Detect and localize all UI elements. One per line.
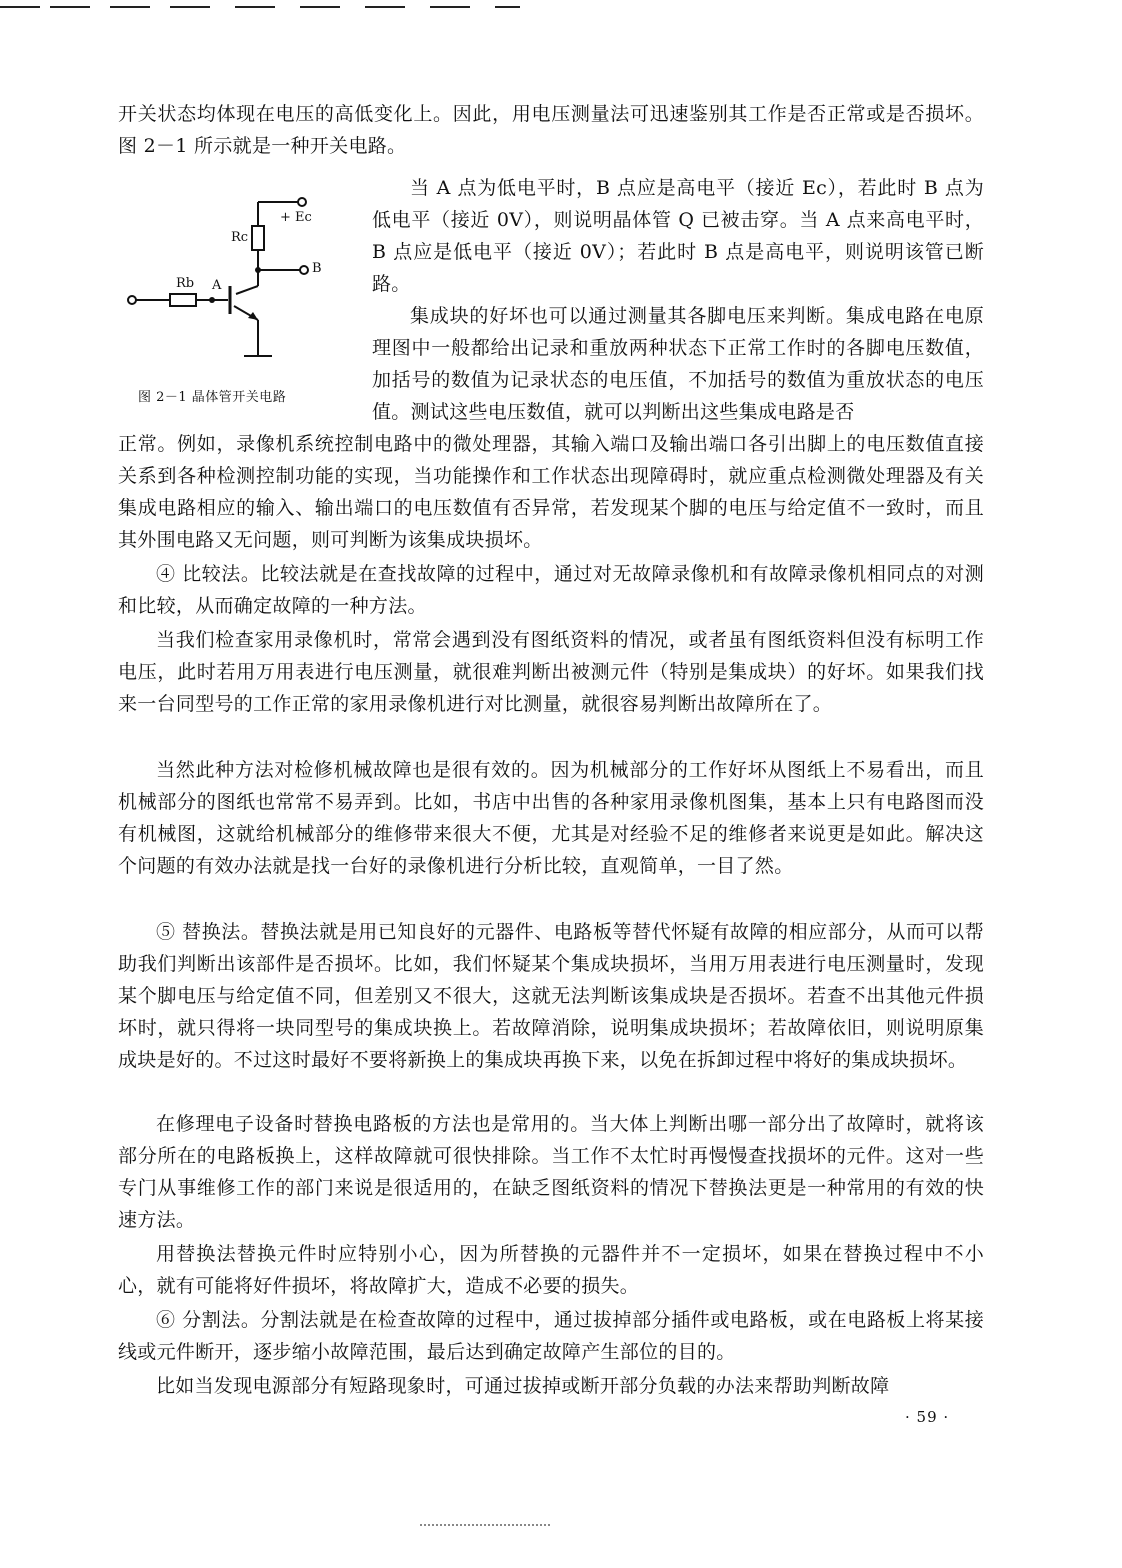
scan-bottom-mark — [420, 1524, 550, 1528]
label-a: A — [212, 278, 222, 293]
paragraph-comparison-method: ④ 比较法。比较法就是在查找故障的过程中，通过对无故障录像机和有故障录像机相同点的对测和比较，从而确定故障的一种方法。 — [118, 563, 984, 617]
label-rb: Rb — [176, 276, 195, 291]
label-rc: Rc — [231, 230, 249, 245]
paragraph-division-method: ⑥ 分割法。分割法就是在检查故障的过程中，通过拔掉部分插件或电路板，或在电路板上将某接线或元件断开，逐步缩小故障范围，最后达到确定故障产生部位的目的。 — [118, 1309, 984, 1363]
circuit-diagram — [118, 190, 358, 380]
paragraph-substitution-caution: 用替换法替换元件时应特别小心，因为所替换的元器件并不一定损坏，如果在替换过程中不小心，就有可能将好件损坏，将故障扩大，造成不必要的损失。 — [118, 1243, 984, 1297]
scan-top-marks — [0, 0, 540, 14]
figure-caption: 图 2－1 晶体管开关电路 — [138, 390, 287, 405]
paragraph-mechanical-faults: 当然此种方法对检修机械故障也是很有效的。因为机械部分的工作好坏从图纸上不易看出，而且机械部分的图纸也常常不易弄到。比如，书店中出售的各种家用录像机图集，基本上只有电路图而没有机械图，这就给机械部分的维修带来很大不便，尤其是对经验不足的维修者来说更是如此。解决这个问题的有效办法就是找一台好的录像机进行分析比较，直观简单，一目了然。 — [118, 759, 984, 877]
paragraph-switch-states: 当 A 点为低电平时，B 点应是高电平（接近 Ec），若此时 B 点为低电平（接近 0V），则说明晶体管 Q 已被击穿。当 A 点来高电平时，B 点应是低电平（接近 0V）；若此时 B 点是高电平，则说明该管已断路。 — [372, 177, 984, 295]
page-number: · 59 · — [905, 1408, 950, 1426]
label-b: B — [312, 261, 322, 276]
paragraph-intro: 开关状态均体现在电压的高低变化上。因此，用电压测量法可迅速鉴别其工作是否正常或是否损坏。图 2－1 所示就是一种开关电路。 — [118, 103, 984, 157]
paragraph-board-replacement: 在修理电子设备时替换电路板的方法也是常用的。当大体上判断出哪一部分出了故障时，就将该部分所在的电路板换上，这样故障就可很快排除。当工作不太忙时再慢慢查找损坏的元件。这对一些专门从事维修工作的部门来说是很适用的，在缺乏图纸资料的情况下替换法更是一种常用的有效的快速方法。 — [118, 1113, 984, 1231]
paragraph-division-example: 比如当发现电源部分有短路现象时，可通过拔掉或断开部分负载的办法来帮助判断故障 — [156, 1375, 890, 1397]
paragraph-substitution-method: ⑤ 替换法。替换法就是用已知良好的元器件、电路板等替代怀疑有故障的相应部分，从而可以帮助我们判断出该部件是否损坏。比如，我们怀疑某个集成块损坏，当用万用表进行电压测量时，发现某个脚电压与给定值不同，但差别又不很大，这就无法判断该集成块是否损坏。若查不出其他元件损坏时，就只得将一块同型号的集成块换上。若故障消除，说明集成块损坏；若故障依旧，则说明原集成块是好的。不过这时最好不要将新换上的集成块再换下来，以免在拆卸过程中将好的集成块损坏。 — [118, 921, 984, 1071]
label-ec: + Ec — [280, 210, 312, 225]
figure-transistor-switch — [118, 190, 358, 420]
paragraph-comparison-example: 当我们检查家用录像机时，常常会遇到没有图纸资料的情况，或者虽有图纸资料但没有标明工作电压，此时若用万用表进行电压测量，就很难判断出被测元件（特别是集成块）的好坏。如果我们找来一台同型号的工作正常的家用录像机进行对比测量，就很容易判断出故障所在了。 — [118, 629, 984, 715]
paragraph-ic-voltage: 集成块的好坏也可以通过测量其各脚电压来判断。集成电路在电原理图中一般都给出记录和重放两种状态下正常工作时的各脚电压数值，加括号的数值为记录状态的电压值，不加括号的数值为重放状态的电压值。测试这些电压数值，就可以判断出这些集成电路是否 — [372, 305, 984, 423]
paragraph-ic-voltage-continued: 正常。例如，录像机系统控制电路中的微处理器，其输入端口及输出端口各引出脚上的电压数值直接关系到各种检测控制功能的实现，当功能操作和工作状态出现障碍时，就应重点检测微处理器及有关集成电路相应的输入、输出端口的电压数值有否异常，若发现某个脚的电压与给定值不一致时，而且其外围电路又无问题，则可判断为该集成块损坏。 — [118, 433, 984, 551]
